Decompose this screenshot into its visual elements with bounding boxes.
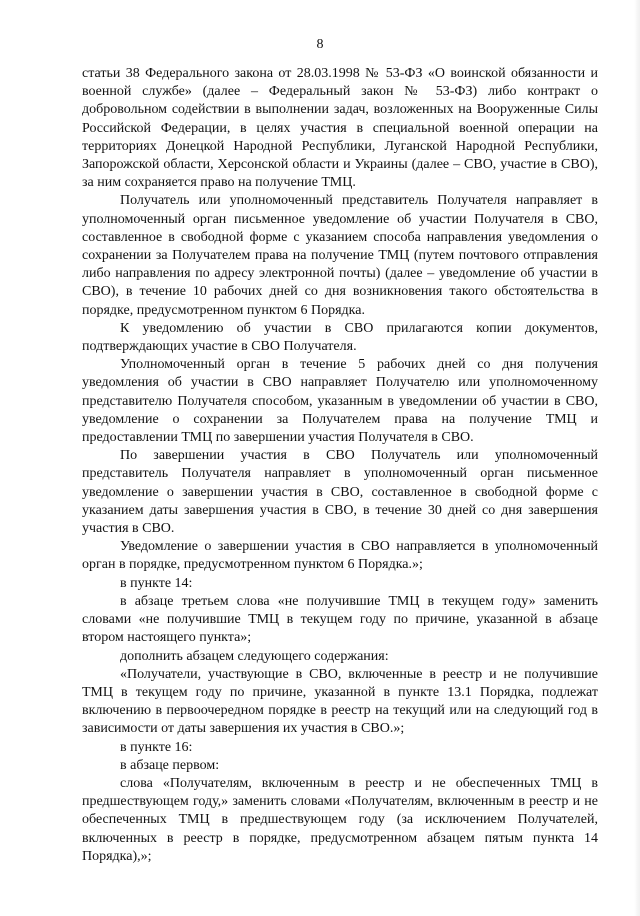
paragraph: Уполномоченный орган в течение 5 рабочих дней со дня получения уведомления об участии в СВО направляет Получателю или уполномоченному представителю Получателя способом, указанным в уведомлении об участии в СВО, уведомление о сохранении за Получателем права на получение ТМЦ и предоставлении ТМЦ по завершении участия Получателя в СВО. (82, 357, 598, 446)
paragraph: К уведомлению об участии в СВО прилагаются копии документов, подтверждающих участие в СВО Получателя. (82, 320, 598, 355)
paragraph: слова «Получателям, включенным в реестр и не обеспеченных ТМЦ в предшествующем году,» заменить словами «Получателям, включенным в реестр и не обеспеченных ТМЦ в предшествующем году (за исключением Получателей, включенных в реестр в порядке, предусмотренном абзацем пятым пункта 14 Порядка),»; (82, 775, 598, 864)
paragraph: в абзаце третьем слова «не получившие ТМЦ в текущем году» заменить словами «не получившие ТМЦ в текущем году по причине, указанной в абзаце втором настоящего пункта»; (82, 593, 598, 646)
paragraph: статьи 38 Федерального закона от 28.03.1998 № 53-ФЗ «О воинской обязанности и военной службе» (далее – Федеральный закон № 53-ФЗ) либо контракт о добровольном содействии в выполнении задач, возложенных на Вооруженные Силы Российской Федерации, в целях участия в специальной военной операции на территориях Донецкой Народной Республики, Луганской Народной Республики, Запорожской области, Херсонской области и Украины (далее – СВО, участие в СВО), за ним сохраняется право на получение ТМЦ. (82, 66, 598, 191)
paragraph: в пункте 16: (120, 739, 193, 755)
paragraph: Получатель или уполномоченный представитель Получателя направляет в уполномоченный орган письменное уведомление об участии Получателя в СВО, составленное в свободной форме с указанием способа направления уведомления о сохранении за Получателем права на получение ТМЦ (путем почтового отправления либо направления по адресу электронной почты) (далее – уведомление об участии в СВО), в течение 10 рабочих дней со дня возникновения такого обстоятельства в порядке, предусмотренном пунктом 6 Порядка. (82, 193, 598, 318)
page-number: 8 (316, 37, 324, 52)
paragraph: дополнить абзацем следующего содержания: (120, 648, 389, 664)
paragraph: в пункте 14: (120, 575, 193, 591)
document-body (82, 65, 598, 866)
paragraph: в абзаце первом: (120, 757, 220, 773)
page-edge-shadow (634, 0, 640, 916)
paragraph: По завершении участия в СВО Получатель или уполномоченный представитель Получателя направляет в уполномоченный орган письменное уведомление о завершении участия в СВО, составленное в свободной форме с указанием даты завершения участия в СВО, в течение 30 дней со дня завершения участия в СВО. (82, 448, 598, 537)
paragraph: Уведомление о завершении участия в СВО направляется в уполномоченный орган в порядке, предусмотренном пунктом 6 Порядка.»; (82, 539, 598, 573)
paragraph: «Получатели, участвующие в СВО, включенные в реестр и не получившие ТМЦ в текущем году по причине, указанной в пункте 13.1 Порядка, подлежат включению в первоочередном порядке в реестр на текущий или на следующий год в зависимости от даты завершения их участия в СВО.»; (82, 666, 598, 737)
